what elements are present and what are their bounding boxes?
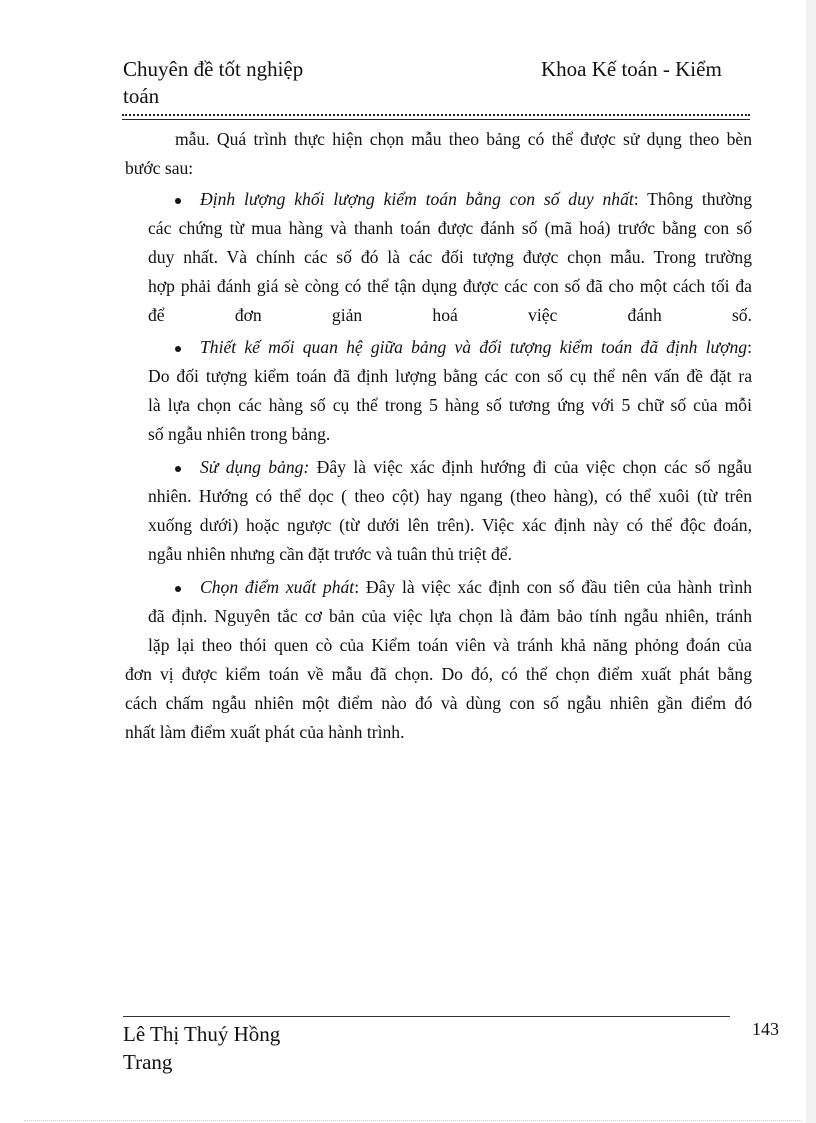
header-rule <box>122 114 750 120</box>
body-line: ngẫu nhiên nhưng cần đặt trước và tuân thủ triệt để. <box>148 544 513 564</box>
body-line: đã định. Nguyên tắc cơ bản của việc lựa chọn là đảm bảo tính ngẫu nhiên, tránh <box>148 606 752 626</box>
bullet-title-suffix: Đây là việc xác định hướng đi của việc chọn các số ngẫu <box>309 457 752 477</box>
footer-rule <box>123 1016 730 1017</box>
bullet-title: Chọn điểm xuất phát <box>200 577 355 597</box>
body-line: mẫu. Quá trình thực hiện chọn mẫu theo bảng có thể được sử dụng theo bèn <box>175 129 752 149</box>
header-right-text: Khoa Kế toán - Kiểm <box>541 57 722 81</box>
bullet-icon <box>175 333 185 362</box>
bullet-title: Định lượng khối lượng kiểm toán bằng con số duy nhất <box>200 189 634 209</box>
bullet-item-first-line <box>175 185 752 214</box>
bullet-item-first-line <box>175 333 752 362</box>
body-line: các chứng từ mua hàng và thanh toán được đánh số (mã hoá) trước bằng con số <box>148 218 752 238</box>
header-left-text: Chuyên đề tốt nghiệp <box>123 57 304 81</box>
page-bottom-dotted-line <box>24 1120 802 1121</box>
bullet-title-suffix: : Thông thường <box>633 189 752 209</box>
body-line: lặp lại theo thói quen cò của Kiểm toán viên và tránh khả năng phỏng đoán của <box>148 635 752 655</box>
body-line: nhất làm điểm xuất phát của hành trình. <box>125 722 405 742</box>
bullet-title: Sử dụng bảng: <box>200 457 310 477</box>
body-line: số ngẫu nhiên trong bảng. <box>148 424 331 444</box>
bullet-icon <box>175 185 185 214</box>
bullet-icon <box>175 573 185 602</box>
body-line: xuống dưới) hoặc ngược (từ dưới lên trên). Việc xác định này có thể độc đoán, <box>148 515 752 535</box>
body-line: nhiên. Hướng có thể dọc ( theo cột) hay ngang (theo hàng), có thể xuôi (từ trên <box>148 486 752 506</box>
bullet-item-first-line <box>175 453 752 482</box>
body-line: đơn vị được kiểm toán về mẫu đã chọn. Do đó, có thể chọn điểm xuất phát bằng <box>125 664 752 684</box>
body-line: hợp phải đánh giá sè còng có thể tận dụng được các con số đã cho một cách tối đa <box>148 276 752 296</box>
header-continuation-text: toán <box>123 84 160 108</box>
footer-author: Lê Thị Thuý Hồng <box>123 1022 281 1046</box>
bullet-item-first-line <box>175 573 752 602</box>
footer-continuation: Trang <box>123 1050 173 1074</box>
body-line: bước sau: <box>125 158 194 178</box>
page-number: 143 <box>752 1019 779 1039</box>
page-edge <box>806 0 816 1123</box>
bullet-title: Thiết kế mối quan hệ giữa bảng và đối tượng kiểm toán đã định lượng <box>200 337 748 357</box>
body-line: cách chấm ngẫu nhiên một điểm nào đó và dùng con số ngẫu nhiên gần điểm đó <box>125 693 752 713</box>
page-footer <box>123 1020 280 1076</box>
body-line: là lựa chọn các hàng số cụ thể trong 5 hàng số tương ứng với 5 chữ số của mỗi <box>148 395 752 415</box>
body-line: để đơn giản hoá việc đánh số. <box>148 305 752 325</box>
body-line: duy nhất. Và chính các số đó là các đối tượng được chọn mẫu. Trong trường <box>148 247 752 267</box>
bullet-icon <box>175 453 185 482</box>
body-line: Do đối tượng kiểm toán đã định lượng bằng các con số cụ thể nên vấn đề đặt ra <box>148 366 752 386</box>
bullet-title-suffix: : Đây là việc xác định con số đầu tiên của hành trình <box>354 577 752 597</box>
bullet-title-suffix: : <box>747 337 752 357</box>
